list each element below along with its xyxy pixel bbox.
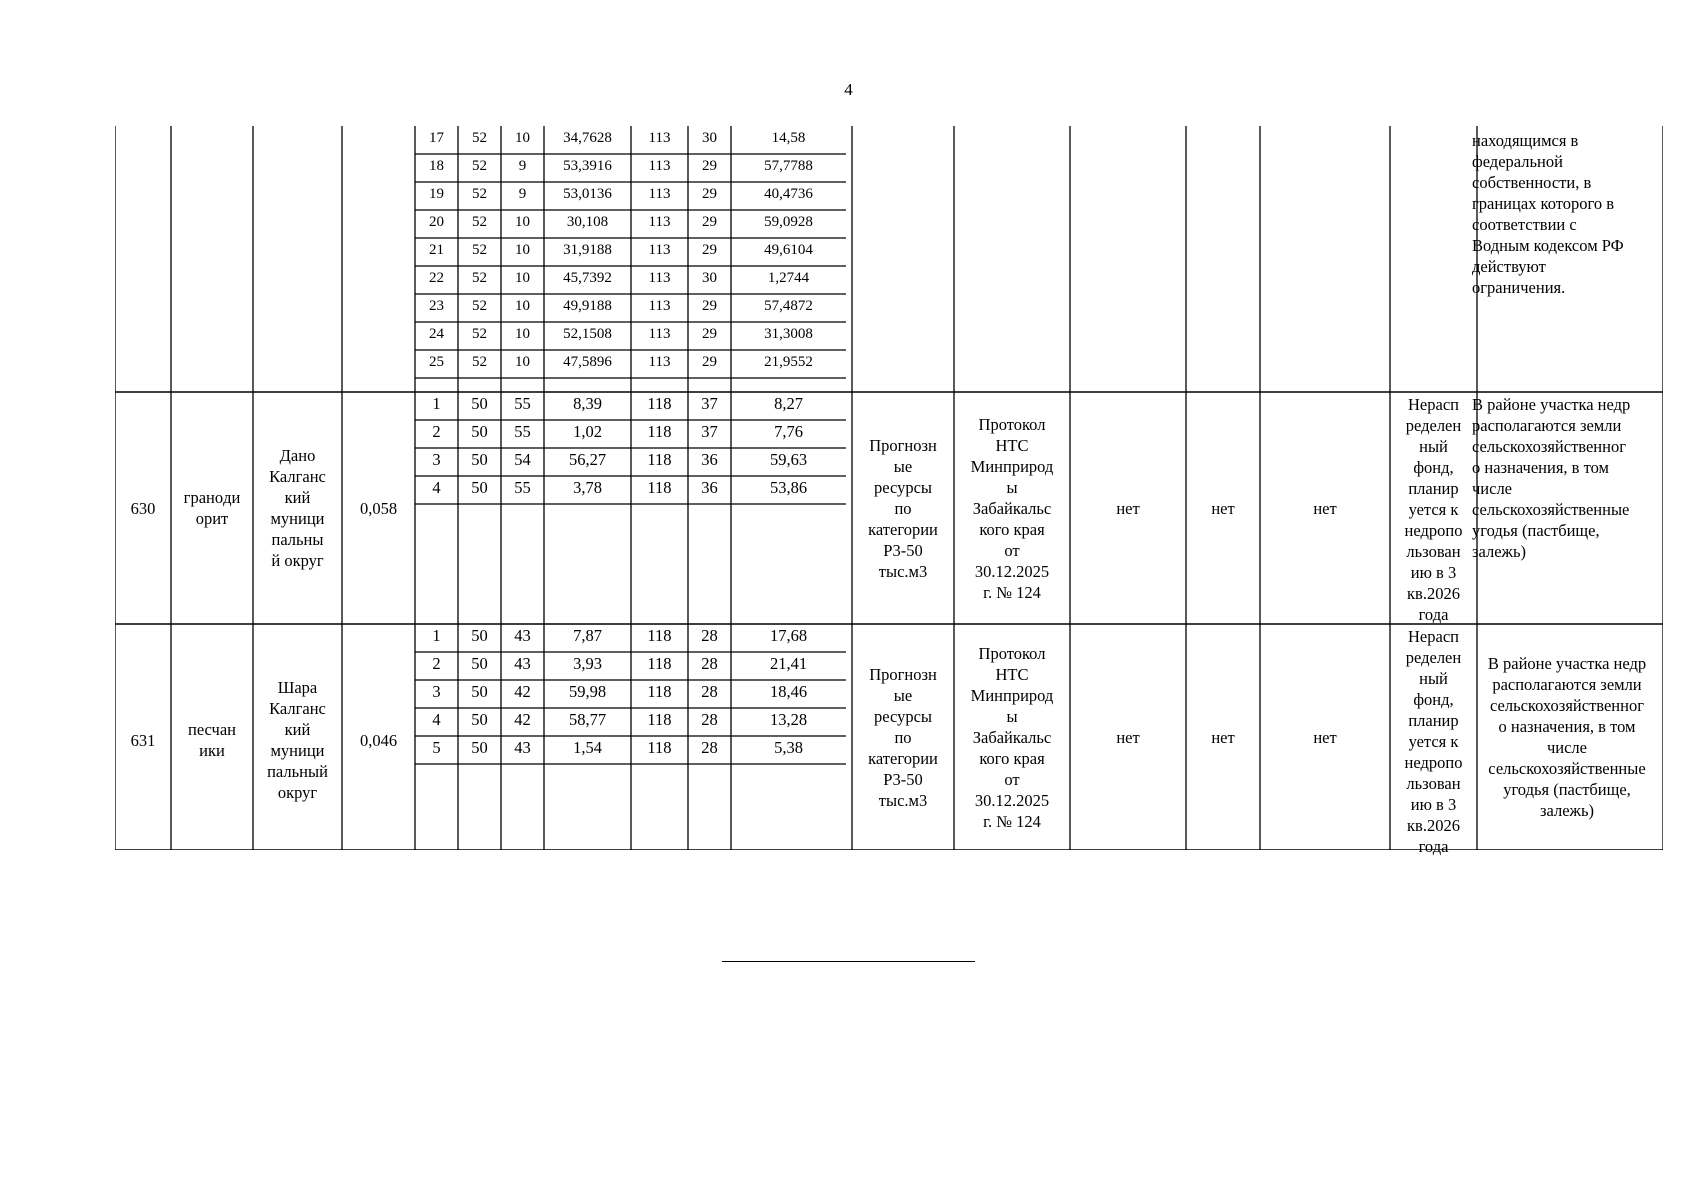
note-cell: В районе участка недр располагаются земли сельскохозяйственног о назначения, в том числе сельскохозяйственные угодья (пастбище, залежь) (1487, 654, 1647, 820)
coord-cell: 22 (429, 270, 444, 286)
coord-cell: 53,3916 (563, 158, 612, 174)
col-b-cell: нет (1211, 498, 1235, 518)
coord-cell: 118 (647, 394, 672, 413)
coord-cell: 118 (647, 450, 672, 469)
coord-cell: 55 (514, 422, 531, 441)
coord-cell: 50 (471, 654, 488, 673)
coord-cell: 43 (514, 654, 531, 673)
coord-cell: 3,93 (573, 654, 602, 673)
coord-cell: 118 (647, 626, 672, 645)
coord-cell: 9 (518, 186, 527, 202)
coord-cell: 28 (701, 682, 718, 701)
coord-cell: 9 (518, 158, 527, 174)
coord-cell: 52 (472, 242, 487, 258)
coord-cell: 23 (429, 298, 444, 314)
location-cell: Дано Калганс кий муници пальны й округ (269, 446, 326, 570)
coord-cell: 28 (701, 654, 718, 673)
coord-cell: 21,9552 (764, 354, 813, 370)
coord-cell: 10 (515, 326, 530, 342)
coord-cell: 113 (648, 270, 671, 286)
coord-cell: 2 (432, 654, 441, 673)
col-b-cell: нет (1211, 727, 1235, 747)
coord-cell: 30 (702, 130, 717, 146)
coord-cell: 118 (647, 422, 672, 441)
coord-cell: 28 (701, 738, 718, 757)
coord-cell: 36 (701, 450, 718, 469)
coord-cell: 29 (702, 298, 717, 314)
coord-cell: 21,41 (769, 654, 808, 673)
coord-cell: 1,02 (573, 422, 602, 441)
coord-cell: 118 (647, 710, 672, 729)
mineral-cell: гранoди орит (183, 488, 241, 528)
coord-cell: 1,2744 (767, 270, 810, 286)
coord-cell: 52 (472, 214, 487, 230)
coord-cell: 113 (648, 130, 671, 146)
coord-cell: 52 (472, 270, 487, 286)
protocol-cell: Протокол НТС Минприрод ы Забайкальс кого края от 30.12.2025 г. № 124 (970, 643, 1054, 831)
coord-cell: 2 (432, 422, 441, 441)
coord-cell: 29 (702, 326, 717, 342)
coord-cell: 1 (432, 394, 441, 413)
row-number: 630 (130, 498, 156, 518)
coord-cell: 3 (432, 450, 441, 469)
coord-cell: 54 (514, 450, 531, 469)
coord-cell: 118 (647, 682, 672, 701)
coord-cell: 113 (648, 158, 671, 174)
coord-cell: 113 (648, 242, 671, 258)
coord-cell: 59,0928 (764, 214, 813, 230)
coord-cell: 17 (429, 130, 444, 146)
coord-cell: 8,39 (573, 394, 602, 413)
coord-cell: 14,58 (771, 130, 806, 146)
coord-cell: 49,9188 (563, 298, 612, 314)
coord-cell: 40,4736 (764, 186, 813, 202)
coord-cell: 52 (472, 298, 487, 314)
coord-cell: 50 (471, 478, 488, 497)
coord-cell: 31,9188 (563, 242, 612, 258)
coord-cell: 29 (702, 214, 717, 230)
coord-cell: 118 (647, 478, 672, 497)
coord-cell: 18,46 (769, 682, 808, 701)
coord-cell: 52 (472, 158, 487, 174)
mineral-cell: песчан ики (187, 720, 236, 760)
resources-cell: Прогнозн ые ресурсы по категории Р3-50 тыс.м3 (868, 435, 938, 581)
coord-cell: 43 (514, 738, 531, 757)
page-number: 4 (844, 80, 853, 99)
coord-cell: 52 (472, 130, 487, 146)
coord-cell: 34,7628 (563, 130, 612, 146)
area-cell: 0,046 (359, 730, 398, 750)
coord-cell: 5,38 (774, 738, 803, 757)
coord-cell: 25 (429, 354, 444, 370)
coord-cell: 29 (702, 158, 717, 174)
coord-cell: 47,5896 (563, 354, 612, 370)
area-cell: 0,058 (359, 498, 398, 518)
coord-cell: 7,87 (573, 626, 602, 645)
coord-cell: 3 (432, 682, 441, 701)
coord-cell: 118 (647, 654, 672, 673)
coord-cell: 5 (432, 738, 441, 757)
coord-cell: 53,86 (769, 478, 808, 497)
coord-cell: 113 (648, 354, 671, 370)
protocol-cell: Протокол НТС Минприрод ы Забайкальс кого края от 30.12.2025 г. № 124 (970, 414, 1054, 602)
coord-cell: 52 (472, 354, 487, 370)
coord-cell: 50 (471, 450, 488, 469)
resources-cell: Прогнозн ые ресурсы по категории Р3-50 тыс.м3 (868, 664, 938, 810)
coord-cell: 58,77 (568, 710, 607, 729)
coord-cell: 10 (515, 270, 530, 286)
coord-cell: 24 (429, 326, 444, 342)
col-c-cell: нет (1313, 498, 1337, 518)
coord-cell: 8,27 (774, 394, 803, 413)
coord-cell: 50 (471, 710, 488, 729)
coord-cell: 1 (432, 626, 441, 645)
coord-cell: 50 (471, 394, 488, 413)
coord-cell: 113 (648, 214, 671, 230)
coord-cell: 50 (471, 422, 488, 441)
location-cell: Шара Калганс кий муници пальный округ (267, 678, 328, 802)
col-a-cell: нет (1116, 727, 1140, 747)
coord-cell: 4 (432, 710, 441, 729)
coord-cell: 30 (702, 270, 717, 286)
coord-cell: 55 (514, 478, 531, 497)
coord-cell: 59,63 (769, 450, 808, 469)
coord-cell: 50 (471, 738, 488, 757)
coord-cell: 52 (472, 326, 487, 342)
coord-cell: 7,76 (774, 422, 803, 441)
coord-cell: 49,6104 (764, 242, 813, 258)
coord-cell: 28 (701, 626, 718, 645)
coord-cell: 50 (471, 682, 488, 701)
coord-cell: 19 (429, 186, 444, 202)
footer-rule (722, 961, 975, 962)
coord-cell: 10 (515, 214, 530, 230)
coord-cell: 4 (432, 478, 441, 497)
coord-cell: 113 (648, 186, 671, 202)
coord-cell: 29 (702, 354, 717, 370)
coord-cell: 43 (514, 626, 531, 645)
coord-cell: 10 (515, 298, 530, 314)
coord-cell: 10 (515, 242, 530, 258)
coord-cell: 57,7788 (764, 158, 813, 174)
coord-cell: 118 (647, 738, 672, 757)
coord-cell: 20 (429, 214, 444, 230)
coord-cell: 36 (701, 478, 718, 497)
coord-cell: 113 (648, 326, 671, 342)
coord-cell: 21 (429, 242, 444, 258)
coord-cell: 17,68 (769, 626, 808, 645)
licensing-table (115, 126, 1663, 856)
coord-cell: 30,108 (566, 214, 609, 230)
coord-cell: 45,7392 (563, 270, 612, 286)
coord-cell: 52,1508 (563, 326, 612, 342)
coord-cell: 50 (471, 626, 488, 645)
coord-cell: 52 (472, 186, 487, 202)
coord-cell: 113 (648, 298, 671, 314)
coord-cell: 28 (701, 710, 718, 729)
coord-cell: 57,4872 (764, 298, 813, 314)
coord-cell: 29 (702, 186, 717, 202)
col-a-cell: нет (1116, 498, 1140, 518)
row-number: 631 (130, 730, 156, 750)
fund-cell: Нерасп ределен ный фонд, планир уется к недропо льзован ию в 3 кв.2026 года (1404, 627, 1463, 856)
continuation-note: находящимся в федеральной собственности, в границах которого в соответствии с Водным кодексом РФ действуют ограничения. (1472, 131, 1624, 297)
coord-cell: 53,0136 (563, 186, 612, 202)
coord-cell: 10 (515, 354, 530, 370)
coord-cell: 59,98 (568, 682, 607, 701)
coord-cell: 42 (514, 682, 531, 701)
coord-cell: 55 (514, 394, 531, 413)
note-cell: В районе участка недр располагаются земли сельскохозяйственног о назначения, в том числе сельскохозяйственные угодья (пастбище, залежь) (1472, 395, 1631, 561)
coord-cell: 31,3008 (764, 326, 813, 342)
coord-cell: 56,27 (568, 450, 607, 469)
coord-cell: 3,78 (573, 478, 602, 497)
coord-cell: 37 (701, 394, 718, 413)
col-c-cell: нет (1313, 727, 1337, 747)
coord-cell: 18 (429, 158, 444, 174)
coord-cell: 42 (514, 710, 531, 729)
fund-cell: Нерасп ределен ный фонд, планир уется к недропо льзован ию в 3 кв.2026 года (1404, 395, 1463, 624)
coord-cell: 37 (701, 422, 718, 441)
coord-cell: 29 (702, 242, 717, 258)
coord-cell: 13,28 (769, 710, 808, 729)
coord-cell: 1,54 (573, 738, 602, 757)
coord-cell: 10 (515, 130, 530, 146)
